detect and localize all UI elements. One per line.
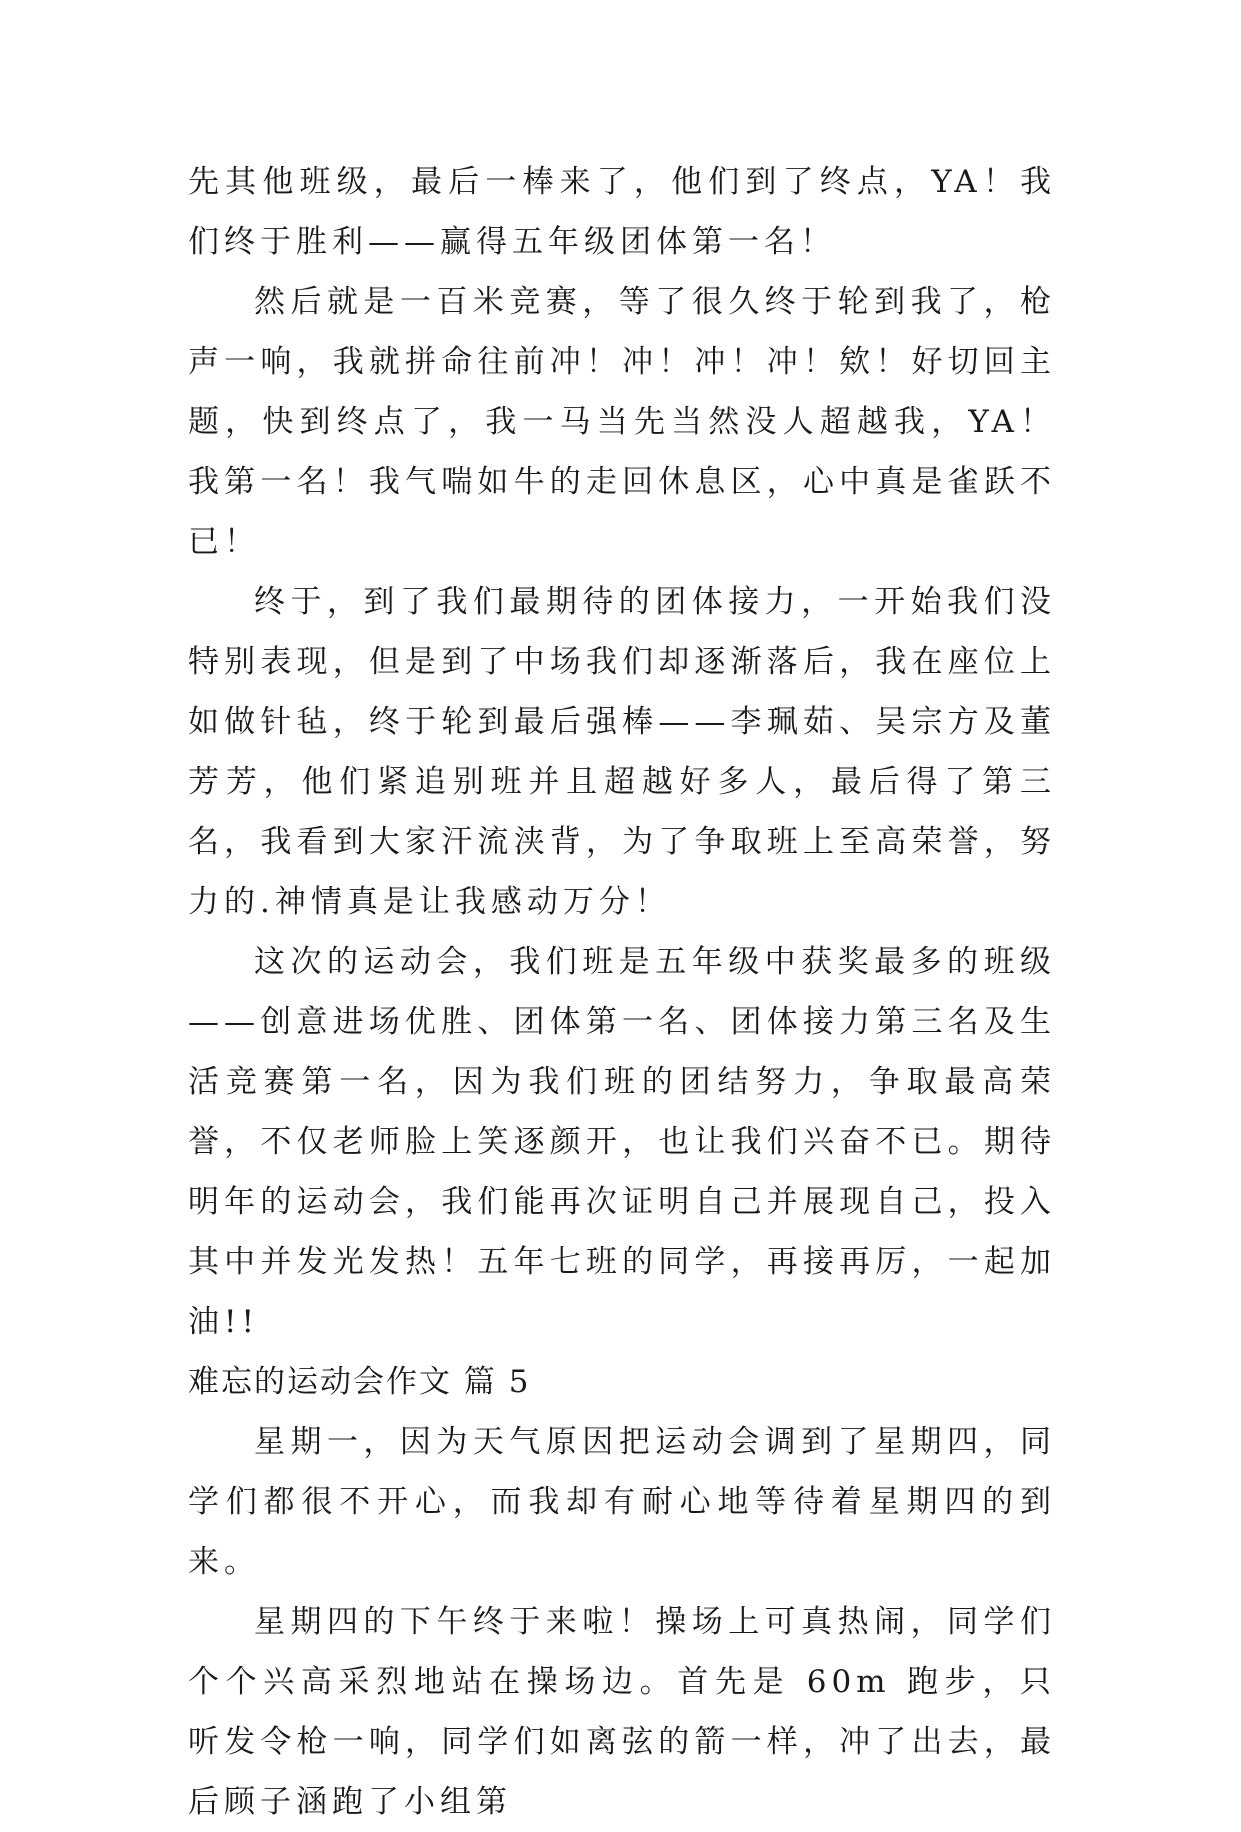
- paragraph-1: 先其他班级，最后一棒来了，他们到了终点，YA！我们终于胜利——赢得五年级团体第一名！: [188, 164, 1056, 260]
- paragraph-5: 星期一，因为天气原因把运动会调到了星期四，同学们都很不开心，而我却有耐心地等待着星期四的到来。: [188, 1424, 1056, 1580]
- section-title: 难忘的运动会作文 篇 5: [188, 1364, 531, 1400]
- paragraph-6: 星期四的下午终于来啦！操场上可真热闹，同学们个个兴高采烈地站在操场边。首先是 60m 跑步，只听发令枪一响，同学们如离弦的箭一样，冲了出去，最后顾子涵跑了小组第: [188, 1604, 1056, 1820]
- paragraph-3: 终于，到了我们最期待的团体接力，一开始我们没特别表现，但是到了中场我们却逐渐落后，我在座位上如做针毡，终于轮到最后强棒——李珮茹、吴宗方及董芳芳，他们紧追别班并且超越好多人，最后得了第三名，我看到大家汗流浃背，为了争取班上至高荣誉，努力的.神情真是让我感动万分！: [188, 584, 1056, 920]
- paragraph-4: 这次的运动会，我们班是五年级中获奖最多的班级——创意进场优胜、团体第一名、团体接力第三名及生活竞赛第一名，因为我们班的团结努力，争取最高荣誉，不仅老师脸上笑逐颜开，也让我们兴奋不已。期待明年的运动会，我们能再次证明自己并展现自己，投入其中并发光发热！五年七班的同学，再接再厉，一起加油!!: [188, 944, 1056, 1340]
- paragraph-2: 然后就是一百米竞赛，等了很久终于轮到我了，枪声一响，我就拼命往前冲！冲！冲！冲！欸！好切回主题，快到终点了，我一马当先当然没人超越我，YA！我第一名！我气喘如牛的走回休息区，心中真是雀跃不已！: [188, 284, 1056, 560]
- document-page: [188, 152, 1056, 1832]
